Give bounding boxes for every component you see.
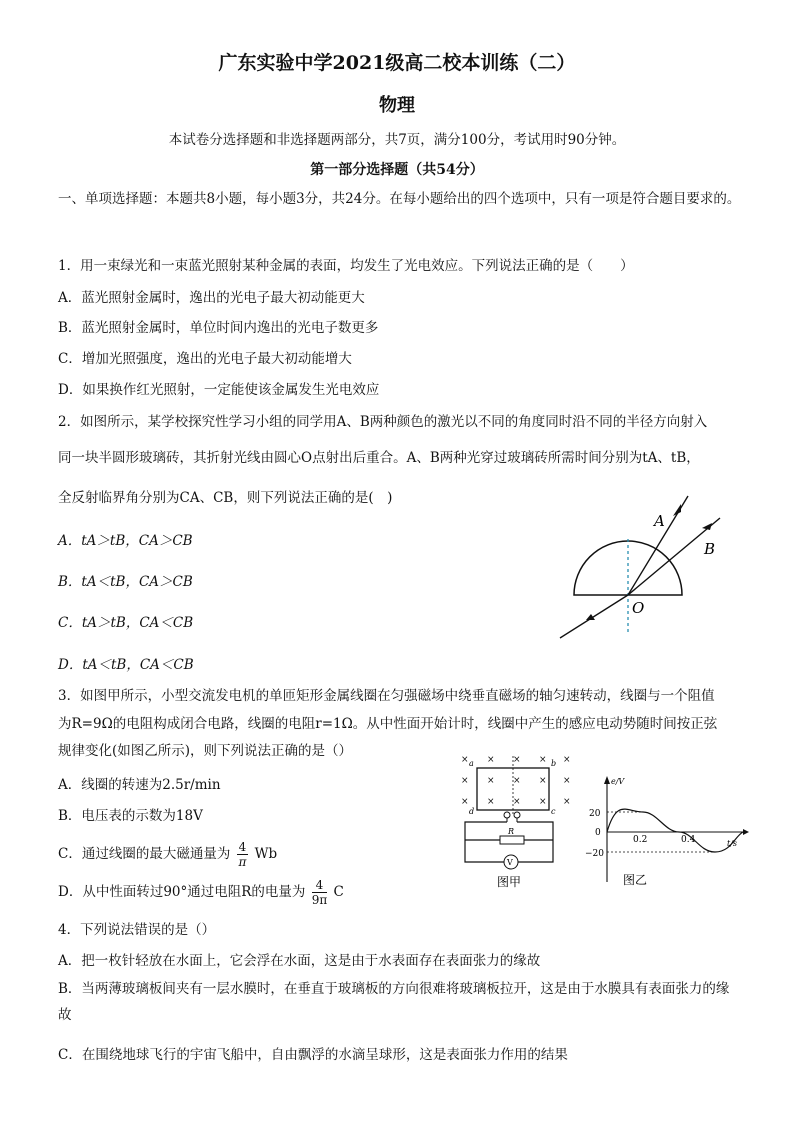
q1-option-d: D．如果换作红光照射，一定能使该金属发生光电效应 bbox=[58, 382, 380, 398]
q4-option-a: A．把一枚针轻放在水面上，它会浮在水面，这是由于水表面存在表面张力的缘故 bbox=[58, 953, 541, 969]
graph-y-zero: 0 bbox=[595, 828, 601, 838]
q4-option-c: C．在围绕地球飞行的宇宙飞船中，自由飘浮的水滴呈球形，这是表面张力作用的结果 bbox=[58, 1047, 568, 1063]
q2-option-d: D．tA＜tB，CA＜CB bbox=[58, 657, 194, 673]
field-cross: × bbox=[539, 755, 547, 765]
resistor-label: R bbox=[508, 827, 515, 836]
q2-label-a: A bbox=[654, 512, 665, 530]
q1-stem: 1．用一束绿光和一束蓝光照射某种金属的表面，均发生了光电效应。下列说法正确的是（ ） bbox=[58, 258, 634, 274]
field-cross: × bbox=[487, 797, 495, 807]
graph-y-pos: 20 bbox=[589, 809, 601, 819]
field-cross: × bbox=[563, 755, 571, 765]
section-heading: 一、单项选择题：本题共8小题，每小题3分，共24分。在每小题给出的四个选项中，只有一项是符合题目要求的。 bbox=[58, 191, 741, 207]
field-cross: × bbox=[461, 776, 469, 786]
q2-option-c: C．tA＞tB，CA＜CB bbox=[58, 615, 194, 631]
q3-option-c-unit: Wb bbox=[254, 846, 278, 862]
field-cross: × bbox=[513, 755, 521, 765]
q2-semicircle-figure bbox=[550, 492, 740, 642]
q3-stem-line2: 为R=9Ω的电阻构成闭合电路，线圈的电阻r=1Ω。从中性面开始计时，线圈中产生的感应电动势随时间按正弦 bbox=[58, 716, 718, 732]
graph-ylabel: e/V bbox=[611, 777, 625, 786]
q3-option-c-fraction bbox=[237, 840, 249, 869]
q3-option-c-text: C．通过线圈的最大磁通量为 bbox=[58, 846, 231, 862]
exam-subject: 物理 bbox=[379, 95, 415, 116]
q3-stem-line3: 规律变化(如图乙所示)，则下列说法正确的是（） bbox=[58, 743, 353, 759]
q2-label-b: B bbox=[704, 540, 716, 558]
q3-option-a: A．线圈的转速为2.5r/min bbox=[58, 777, 221, 793]
q4-stem: 4．下列说法错误的是（） bbox=[58, 922, 216, 938]
q2-option-b: B．tA＜tB，CA＞CB bbox=[58, 574, 193, 590]
field-cross: × bbox=[563, 776, 571, 786]
field-cross: × bbox=[487, 755, 495, 765]
q3-stem-line1: 3．如图甲所示，小型交流发电机的单匝矩形金属线圈在匀强磁场中绕垂直磁场的轴匀速转动，线圈与一个阻值 bbox=[58, 688, 715, 704]
coil-label-a: a bbox=[469, 759, 474, 768]
q3-option-d-unit: C bbox=[333, 884, 344, 900]
q1-option-b: B．蓝光照射金属时，单位时间内逸出的光电子数更多 bbox=[58, 320, 379, 336]
part-heading: 第一部分选择题（共54分） bbox=[310, 162, 484, 178]
q3-option-d-text: D．从中性面转过90°通过电阻R的电量为 bbox=[58, 884, 306, 900]
q2-stem-line2: 同一块半圆形玻璃砖，其折射光线由圆心O点射出后重合。A、B两种光穿过玻璃砖所需时间分别为tA、tB， bbox=[58, 450, 700, 466]
q3-option-d-denominator: 9π bbox=[311, 893, 328, 907]
q4-option-b: B．当两薄玻璃板间夹有一层水膜时，在垂直于玻璃板的方向很难将玻璃板拉开，这是由于水膜具有表面张力的缘故 bbox=[58, 981, 730, 1023]
q2-stem-line1: 2．如图所示，某学校探究性学习小组的同学用A、B两种颜色的激光以不同的角度同时沿不同的半径方向射入 bbox=[58, 414, 708, 430]
q3-option-c-denominator: π bbox=[238, 855, 247, 869]
figure-b-caption: 图乙 bbox=[623, 873, 648, 887]
q1-option-c: C．增加光照强度，逸出的光电子最大初动能增大 bbox=[58, 351, 352, 367]
field-cross: × bbox=[487, 776, 495, 786]
q3-option-d-numerator: 4 bbox=[312, 878, 328, 893]
q2-stem-line3: 全反射临界角分别为CA、CB，则下列说法正确的是( ) bbox=[58, 490, 393, 506]
q3-figure-circuit bbox=[455, 752, 575, 892]
graph-y-neg: −20 bbox=[585, 849, 604, 859]
coil-label-b: b bbox=[551, 759, 557, 768]
exam-intro: 本试卷分选择题和非选择题两部分，共7页，满分100分，考试用时90分钟。 bbox=[168, 132, 626, 148]
q3-option-c bbox=[58, 840, 277, 869]
q1-option-a: A．蓝光照射金属时，逸出的光电子最大初动能更大 bbox=[58, 290, 365, 306]
q2-label-o: O bbox=[632, 599, 645, 617]
graph-x2: 0.4 bbox=[681, 835, 696, 845]
figure-a-caption: 图甲 bbox=[497, 875, 522, 889]
coil-label-c: c bbox=[551, 807, 556, 816]
q3-option-b: B．电压表的示数为18V bbox=[58, 808, 203, 824]
q3-option-d-fraction bbox=[312, 878, 328, 907]
q3-option-c-numerator: 4 bbox=[238, 840, 247, 854]
graph-xlabel: t/s bbox=[727, 839, 738, 848]
q3-option-d bbox=[58, 878, 344, 907]
field-cross: × bbox=[513, 776, 521, 786]
field-cross: × bbox=[461, 755, 469, 765]
exam-title: 广东实验中学2021级高二校本训练（二） bbox=[218, 52, 576, 74]
q3-figure-emf-graph bbox=[585, 772, 750, 892]
q2-option-a: A．tA＞tB，CA＞CB bbox=[58, 533, 193, 549]
field-cross: × bbox=[539, 797, 547, 807]
field-cross: × bbox=[563, 797, 571, 807]
coil-label-d: d bbox=[469, 807, 475, 816]
voltmeter-label: V bbox=[507, 858, 513, 867]
graph-x1: 0.2 bbox=[633, 835, 648, 845]
field-cross: × bbox=[461, 797, 469, 807]
field-cross: × bbox=[539, 776, 547, 786]
field-cross: × bbox=[513, 797, 521, 807]
